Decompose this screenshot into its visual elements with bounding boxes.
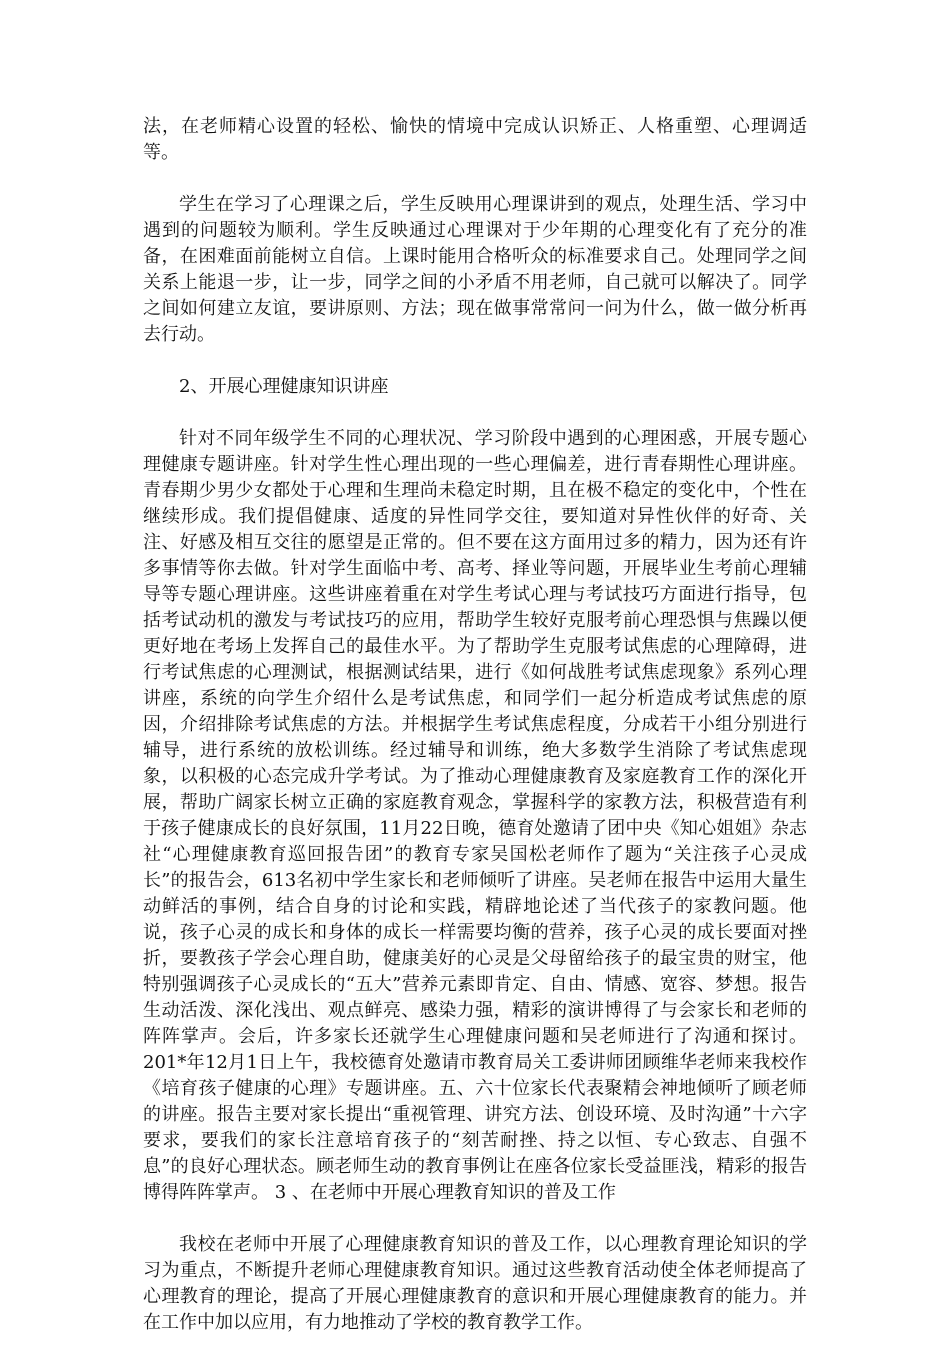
paragraph-student-feedback: 学生在学习了心理课之后，学生反映用心理课讲到的观点，处理生活、学习中遇到的问题较为顺利。学生反映通过心理课对于少年期的心理变化有了充分的准备，在困难面前能树立自信。上课时能用合格听众的标准要求自己。处理同学之间关系上能退一步，让一步，同学之间的小矛盾不用老师，自己就可以解决了。同学之间如何建立友谊，要讲原则、方法；现在做事常常问一问为什么，做一做分析再去行动。 — [143, 194, 807, 345]
document-body — [143, 114, 807, 1362]
section-heading-lectures: 2、开展心理健康知识讲座 — [179, 376, 389, 397]
paragraph-continuation: 法，在老师精心设置的轻松、愉快的情境中完成认识矫正、人格重塑、心理调适等。 — [143, 116, 807, 163]
paragraph-teacher-training: 我校在老师中开展了心理健康教育知识的普及工作，以心理教育理论知识的学习为重点，不断提升老师心理健康教育知识。通过这些教育活动使全体老师提高了心理教育的理论，提高了开展心理健康教育的意识和开展心理健康教育的能力。并在工作中加以应用，有力地推动了学校的教育教学工作。 — [143, 1234, 807, 1333]
paragraph-lectures: 针对不同年级学生不同的心理状况、学习阶段中遇到的心理困惑，开展专题心理健康专题讲座。针对学生性心理出现的一些心理偏差，进行青春期性心理讲座。青春期少男少女都处于心理和生理尚未稳定时期，且在极不稳定的变化中，个性在继续形成。我们提倡健康、适度的异性同学交往，要知道对异性伙伴的好奇、关注、好感及相互交往的愿望是正常的。但不要在这方面用过多的精力，因为还有许多事情等你去做。针对学生面临中考、高考、择业等问题，开展毕业生考前心理辅导等专题心理讲座。这些讲座着重在对学生考试心理与考试技巧方面进行指导，包括考试动机的激发与考试技巧的应用，帮助学生较好克服考前心理恐惧与焦躁以便更好地在考场上发挥自己的最佳水平。为了帮助学生克服考试焦虑的心理障碍，进行考试焦虑的心理测试，根据测试结果，进行《如何战胜考试焦虑现象》系列心理讲座，系统的向学生介绍什么是考试焦虑，和同学们一起分析造成考试焦虑的原因，介绍排除考试焦虑的方法。并根据学生考试焦虑程度，分成若干小组分别进行辅导，进行系统的放松训练。经过辅导和训练，绝大多数学生消除了考试焦虑现象，以积极的心态完成升学考试。为了推动心理健康教育及家庭教育工作的深化开展，帮助广阔家长树立正确的家庭教育观念，掌握科学的家教方法，积极营造有利于孩子健康成长的良好氛围，11月22日晚，德育处邀请了团中央《知心姐姐》杂志社“心理健康教育巡回报告团”的教育专家吴国松老师作了题为“关注孩子心灵成长”的报告会，613名初中学生家长和老师倾听了讲座。吴老师在报告中运用大量生动鲜活的事例，结合自身的讨论和实践，精辟地论述了当代孩子的家教问题。他说，孩子心灵的成长和身体的成长一样需要均衡的营养，孩子心灵的成长要面对挫折，要教孩子学会心理自助，健康美好的心灵是父母留给孩子的最宝贵的财宝，他特别强调孩子心灵成长的“五大”营养元素即肯定、自由、情感、宽容、梦想。报告生动活泼、深化浅出、观点鲜亮、感染力强，精彩的演讲博得了与会家长和老师的阵阵掌声。会后，许多家长还就学生心理健康问题和吴老师进行了沟通和探讨。201*年12月1日上午，我校德育处邀请市教育局关工委讲师团顾维华老师来我校作《培育孩子健康的心理》专题讲座。五、六十位家长代表聚精会神地倾听了顾老师的讲座。报告主要对家长提出“重视管理、讲究方法、创设环境、及时沟通”十六字要求，要我们的家长注意培育孩子的“刻苦耐挫、持之以恒、专心致志、自强不息”的良好心理状态。顾老师生动的教育事例让在座各位家长受益匪浅，精彩的报告博得阵阵掌声。 3 、在老师中开展心理教育知识的普及工作 — [143, 428, 807, 1203]
